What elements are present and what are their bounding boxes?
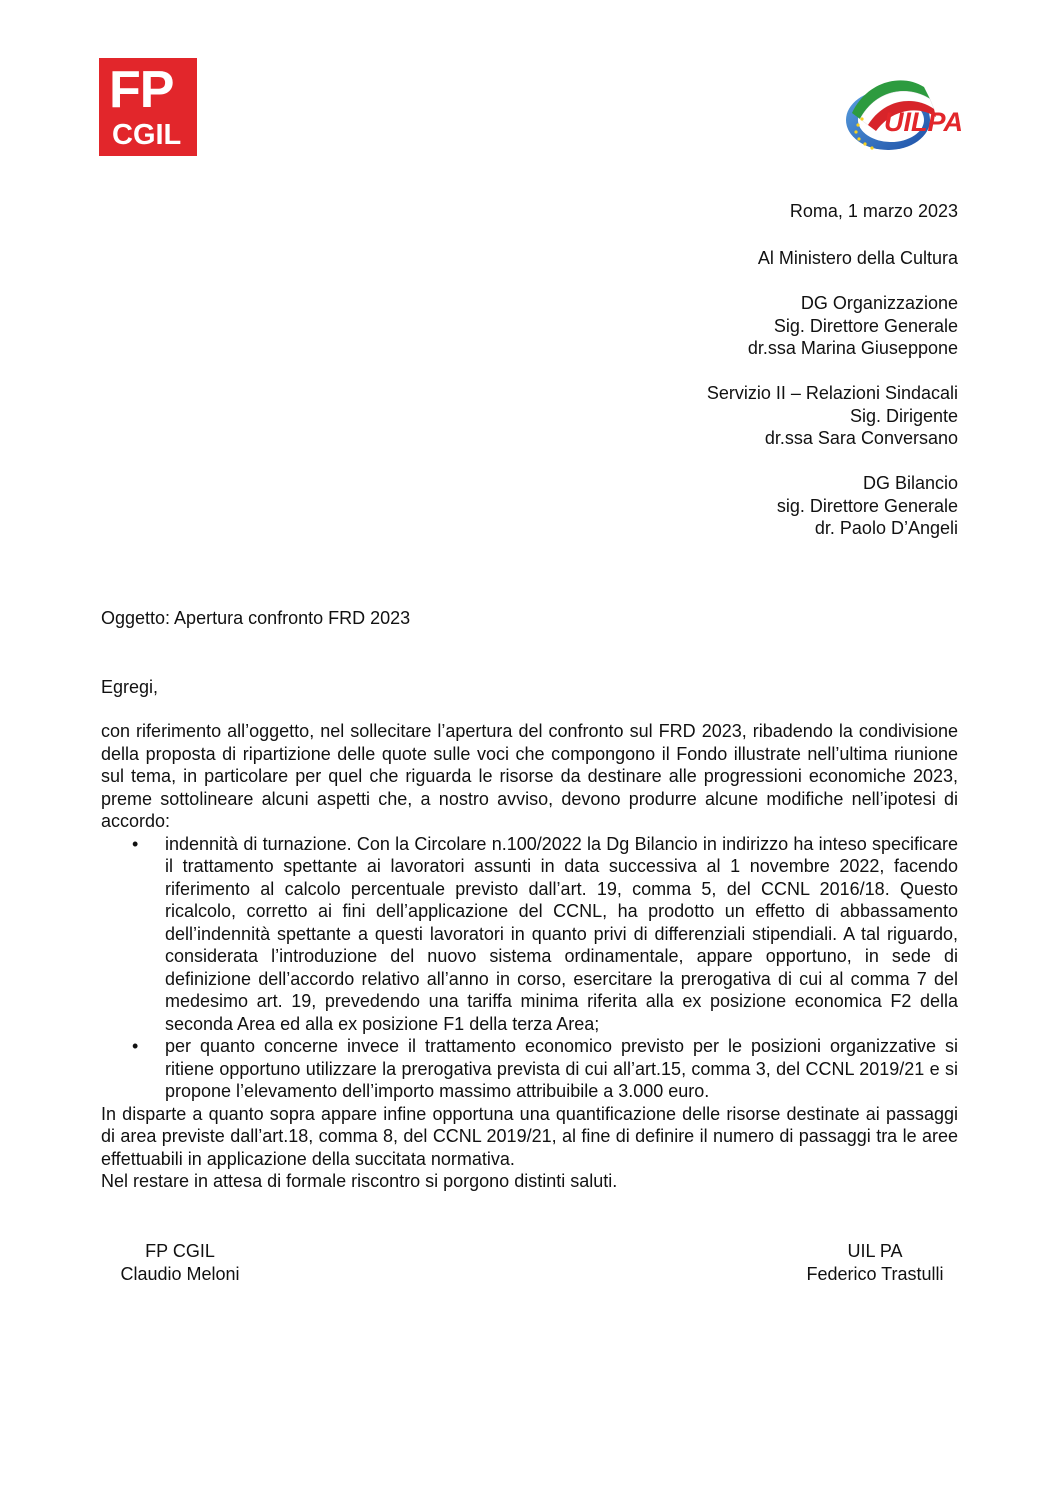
fp-cgil-logo-line1: FP [109, 61, 174, 119]
recipient-line: dr.ssa Marina Giuseppone [747, 338, 958, 358]
signature-name: Claudio Meloni [120, 1264, 240, 1284]
uilpa-flag-ring-icon [842, 73, 964, 159]
bullet-text: indennità di turnazione. Con la Circolare n.100/2022 la Dg Bilancio in indirizzo ha inteso specificare il trattamento spettante ai lavoratori assunti in data successiva al 1 novembre 2022, facendo riferimento al calcolo percentuale previsto dall’art. 19, comma 5, del CCNL 2016/18. Questo ricalcolo, corretto ai fini dell’applicazione del CCNL, ha prodotto un effetto di abbassamento dell’indennità spettante a questi lavoratori in quanto privi di differenziali stipendiali. A tal riguardo, considerata l’introduzione del nuovo sistema ordinamentale, appare opportuno, in sede di definizione dell’accordo relativo all’anno in corso, esercitare la prerogativa di cui al comma 7 del medesimo art. 19, prevedendo una tariffa minima riferita alla ex posizione economica F2 della seconda Area ed alla ex posizione F1 della terza Area; [165, 833, 958, 1034]
recipient-line: sig. Direttore Generale [776, 495, 958, 516]
recipient-line: Servizio II – Relazioni Sindacali [706, 383, 958, 403]
recipient-block-4 [777, 472, 958, 540]
recipient-block-1 [758, 247, 958, 270]
bullet-text: per quanto concerne invece il trattamento economico previsto per le posizioni organizzative si ritiene opportuno utilizzare la prerogativa prevista di cui all’art.15, comma 3, del CCNL 2019/21 e si propone l’elevamento dell’importo massimo attribuibile a 3.000 euro. [165, 1036, 958, 1101]
body-closing: Nel restare in attesa di formale riscontro si porgono distinti saluti. [101, 1171, 618, 1191]
bullet-icon: • [132, 1036, 139, 1056]
letter-subject: Oggetto: Apertura confronto FRD 2023 [101, 608, 411, 628]
body-paragraph: In disparte a quanto sopra appare infine opportuna una quantificazione delle risorse destinate ai passaggi di area previste dall’art.18, comma 8, del CCNL 2019/21, al fine di definire il numero di passaggi tra le aree effettuabili in applicazione della succitata normativa. [101, 1103, 958, 1169]
letter-body [101, 720, 958, 1193]
body-intro: con riferimento all’oggetto, nel sollecitare l’apertura del confronto sul FRD 2023, ribadendo la condivisione della proposta di ripartizione delle quote sulle voci che compongono il Fondo illustrate nell’ultima riunione sul tema, in particolare per quel che riguarda le risorse da destinare alle progressioni economiche 2023, preme sottolineare alcuni aspetti che, a nostro avviso, devono produrre alcune modifiche nell’ipotesi di accordo: [101, 721, 958, 831]
bullet-icon: • [132, 833, 139, 854]
fp-cgil-logo [99, 58, 197, 156]
letter-salutation: Egregi, [101, 677, 159, 697]
signature-org: UIL PA [847, 1241, 903, 1261]
signature-org: FP CGIL [145, 1241, 215, 1261]
list-item [101, 1035, 958, 1103]
letter-date [790, 200, 958, 223]
fp-cgil-logo-line2: CGIL [112, 119, 182, 151]
body-bullet-list [101, 833, 958, 1103]
recipient-line: Sig. Dirigente [849, 405, 958, 426]
recipient-line: dr.ssa Sara Conversano [764, 428, 958, 448]
uilpa-logo [842, 73, 964, 159]
signature-right [796, 1240, 954, 1286]
date-line: Roma, 1 marzo 2023 [789, 201, 958, 221]
recipient-line: DG Bilancio [862, 473, 958, 493]
recipient-line: DG Organizzazione [800, 293, 958, 313]
recipient-line: dr. Paolo D’Angeli [814, 518, 958, 538]
list-item [101, 833, 958, 1036]
recipient-line: Al Ministero della Cultura [757, 248, 958, 268]
signature-left [101, 1240, 259, 1286]
signature-name: Federico Trastulli [806, 1264, 944, 1284]
recipient-block-2 [748, 292, 958, 360]
uilpa-logo-text: UILPA [884, 107, 963, 137]
recipient-block-3 [707, 382, 958, 450]
recipient-line: Sig. Direttore Generale [773, 315, 958, 336]
